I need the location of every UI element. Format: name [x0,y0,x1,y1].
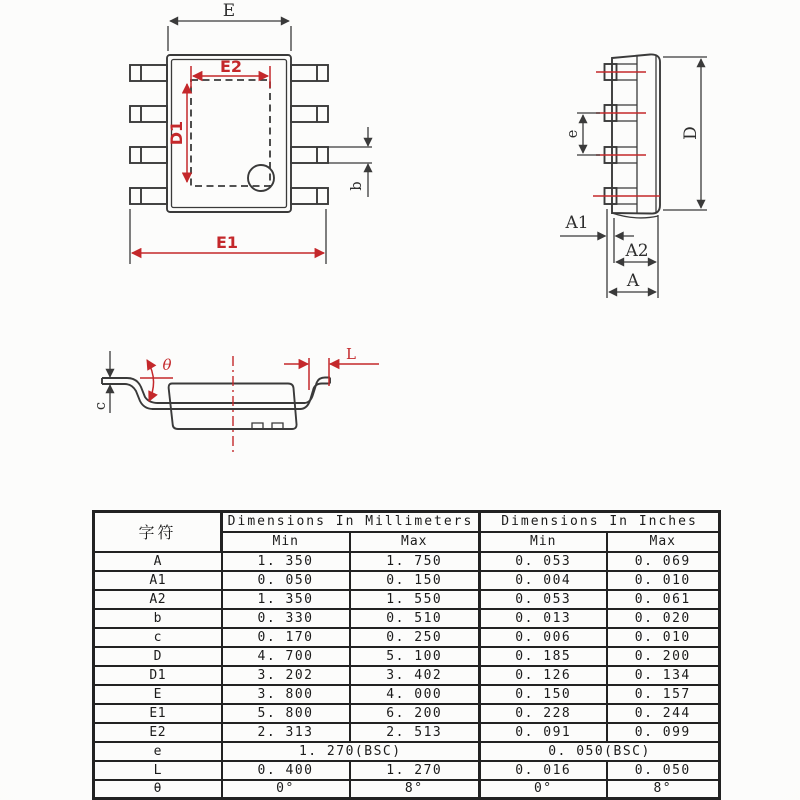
side-view [560,54,707,298]
table-cell: 1. 270(BSC) [222,742,480,761]
table-row [94,628,720,647]
table-cell: 8° [607,780,720,799]
mm-min-header: Min [222,532,350,552]
table-cell: 0° [222,780,350,799]
table-cell: 0. 134 [607,666,720,685]
table-cell: 0. 010 [607,628,720,647]
table-cell: 0. 050 [607,761,720,780]
table-cell: 0. 053 [480,590,607,609]
table-cell: 0. 200 [607,647,720,666]
table-cell: 0. 330 [222,609,350,628]
dim-label-E2: E2 [219,57,243,76]
inch-section-header: Dimensions In Inches [480,512,720,532]
table-cell: 6. 200 [350,704,480,723]
table-cell: 0. 510 [350,609,480,628]
table-cell: 1. 270 [350,761,480,780]
table-cell: 0. 020 [607,609,720,628]
dim-label-theta: θ [162,356,172,374]
table-cell: 1. 350 [222,552,350,571]
table-cell: c [94,628,222,647]
table-cell: 3. 402 [350,666,480,685]
dimensions-table-body [94,552,720,799]
dim-label-b: b [349,181,365,191]
table-cell: A [94,552,222,571]
table-cell: 4. 700 [222,647,350,666]
table-cell: 0. 228 [480,704,607,723]
dimensions-table [92,510,721,800]
table-cell: 0. 091 [480,723,607,742]
table-row [94,780,720,799]
table-cell: 0. 126 [480,666,607,685]
profile-view [93,345,379,452]
dim-label-A2: A2 [625,241,649,261]
table-cell: A1 [94,571,222,590]
table-cell: 1. 550 [350,590,480,609]
table-row [94,685,720,704]
dim-label-L: L [346,345,356,363]
table-cell: 0. 050 [222,571,350,590]
dim-label-e: e [565,129,581,139]
table-cell: 0. 150 [480,685,607,704]
inch-min-header: Min [480,532,607,552]
dim-label-E: E [222,1,236,21]
inch-max-header: Max [607,532,720,552]
table-cell: b [94,609,222,628]
table-cell: 0. 157 [607,685,720,704]
table-cell: 0. 006 [480,628,607,647]
table-cell: 0. 013 [480,609,607,628]
table-cell: 0. 053 [480,552,607,571]
table-cell: θ [94,780,222,799]
table-cell: D [94,647,222,666]
table-cell: 0. 250 [350,628,480,647]
table-cell: 0. 150 [350,571,480,590]
table-cell: 0. 099 [607,723,720,742]
table-row [94,552,720,571]
table-row [94,742,720,761]
table-row [94,609,720,628]
table-cell: E2 [94,723,222,742]
mm-max-header: Max [350,532,480,552]
table-cell: 0. 061 [607,590,720,609]
table-cell: 0. 069 [607,552,720,571]
table-cell: 3. 800 [222,685,350,704]
table-row [94,666,720,685]
table-row [94,723,720,742]
table-cell: 1. 350 [222,590,350,609]
table-row [94,571,720,590]
table-cell: 0. 400 [222,761,350,780]
dim-label-D1: D1 [167,120,186,146]
table-cell: 0. 016 [480,761,607,780]
table-cell: 8° [350,780,480,799]
dim-label-A1: A1 [565,213,589,233]
table-cell: 0. 185 [480,647,607,666]
table-cell: 4. 000 [350,685,480,704]
table-row [94,704,720,723]
table-cell: 2. 313 [222,723,350,742]
table-cell: 0. 050(BSC) [480,742,720,761]
table-cell: 2. 513 [350,723,480,742]
table-cell: E [94,685,222,704]
top-view [130,1,372,264]
table-header-row [94,512,720,532]
dim-label-E1: E1 [215,233,239,252]
dim-label-A: A [626,271,640,291]
table-cell: E1 [94,704,222,723]
table-row [94,761,720,780]
table-cell: e [94,742,222,761]
table-cell: 0. 170 [222,628,350,647]
table-cell: 0. 004 [480,571,607,590]
table-cell: 5. 100 [350,647,480,666]
table-cell: A2 [94,590,222,609]
table-cell: 3. 202 [222,666,350,685]
mm-section-header: Dimensions In Millimeters [222,512,480,532]
symbol-column-header: 字符 [94,512,222,552]
table-cell: 5. 800 [222,704,350,723]
dim-label-D: D [681,126,701,140]
table-cell: 0° [480,780,607,799]
table-cell: 0. 244 [607,704,720,723]
table-row [94,647,720,666]
dim-label-c: c [93,401,109,411]
table-row [94,590,720,609]
table-cell: D1 [94,666,222,685]
table-cell: L [94,761,222,780]
table-cell: 1. 750 [350,552,480,571]
table-cell: 0. 010 [607,571,720,590]
